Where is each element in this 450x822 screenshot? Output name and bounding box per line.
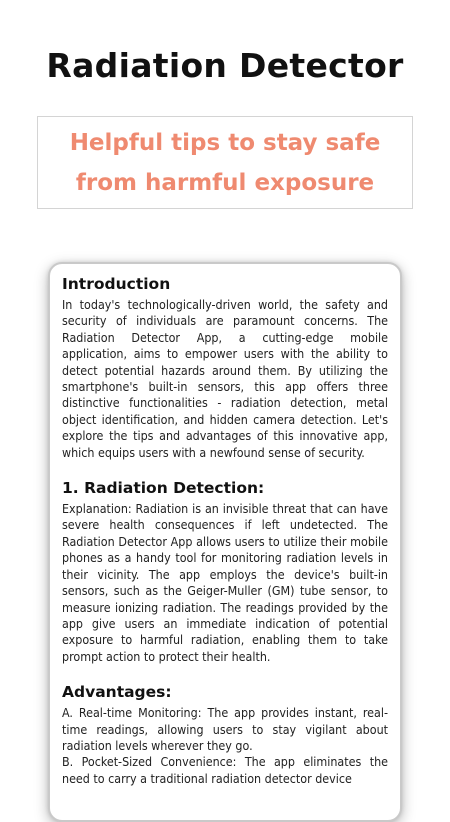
advantage-item-b: B. Pocket-Sized Convenience: The app eliminates the need to carry a traditional radiation detector device xyxy=(62,754,388,786)
tagline-line-2: from harmful exposure xyxy=(75,169,375,196)
app-title: Radiation Detector xyxy=(46,46,404,85)
radiation-detection-heading: 1. Radiation Detection: xyxy=(62,479,265,498)
introduction-heading: Introduction xyxy=(62,275,171,293)
radiation-detection-paragraph: Explanation: Radiation is an invisible threat that can have severe health consequences if left undetected. The Radiation Detector App allows users to utilize their mobile phones as a handy tool for monitoring radiation levels in their vicinity. The app employs the device's built-in sensors, such as the Geiger-Muller (GM) tube sensor, to measure ionizing radiation. The readings provided by the app give users an immediate indication of potential exposure to harmful radiation, enabling them to take prompt action to protect their health. xyxy=(62,501,388,664)
article-content xyxy=(62,274,388,787)
phone-mockup-frame xyxy=(48,262,402,822)
introduction-paragraph: In today's technologically-driven world, the safety and security of individuals are paramount concerns. The Radiation Detector App, a cutting-edge mobile application, aims to empower users with the ability to detect potential hazards around them. By utilizing the smartphone's built-in sensors, this app offers three distinctive functionalities - radiation detection, metal object identification, and hidden camera detection. Let's explore the tips and advantages of this innovative app, which equips users with a newfound sense of security. xyxy=(62,297,388,460)
tagline-line-1: Helpful tips to stay safe xyxy=(69,129,381,156)
advantages-heading: Advantages: xyxy=(62,683,172,702)
tagline-banner xyxy=(37,116,413,209)
advantage-item-a: A. Real-time Monitoring: The app provides instant, real-time readings, allowing users to stay vigilant about radiation levels wherever they go. xyxy=(62,705,388,753)
